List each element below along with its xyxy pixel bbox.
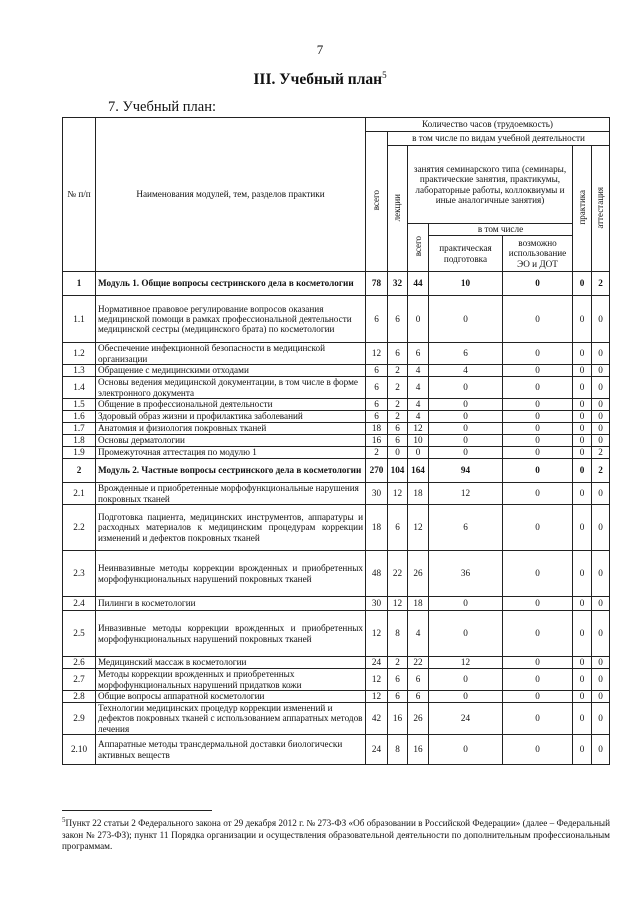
cell-prac: 0: [573, 447, 592, 459]
cell-att: 0: [592, 343, 610, 365]
header-lectures-text: лекции: [392, 193, 403, 221]
header-by-type: в том числе по видам учебной деятельности: [388, 132, 610, 146]
cell-prep: 0: [429, 296, 503, 343]
cell-sem: 10: [408, 435, 429, 447]
cell-prep: 6: [429, 505, 503, 551]
cell-total: 42: [366, 703, 388, 735]
cell-eo: 0: [503, 669, 573, 691]
cell-num: 1.7: [63, 423, 96, 435]
cell-num: 1.9: [63, 447, 96, 459]
cell-prep: 4: [429, 365, 503, 377]
cell-total: 18: [366, 423, 388, 435]
cell-num: 1.1: [63, 296, 96, 343]
cell-eo: 0: [503, 703, 573, 735]
cell-sem: 4: [408, 611, 429, 657]
cell-total: 16: [366, 435, 388, 447]
header-sem-total: [408, 224, 429, 272]
cell-eo: 0: [503, 435, 573, 447]
cell-eo: 0: [503, 657, 573, 669]
footnote-divider: [62, 810, 212, 811]
cell-sem: 0: [408, 296, 429, 343]
cell-name: Общение в профессиональной деятельности: [96, 399, 366, 411]
cell-eo: 0: [503, 597, 573, 611]
cell-prac: 0: [573, 272, 592, 296]
header-incl: в том числе: [429, 224, 573, 236]
header-hours: Количество часов (трудоемкость): [366, 118, 610, 132]
header-seminars: занятия семинарского типа (семинары, практические занятия, практикумы, лабораторные работы, коллоквиумы и иные аналогичные занятия): [408, 146, 573, 224]
cell-prep: 0: [429, 423, 503, 435]
table-row: [63, 399, 610, 411]
cell-att: 0: [592, 691, 610, 703]
cell-lec: 2: [388, 657, 408, 669]
cell-att: 0: [592, 423, 610, 435]
cell-lec: 12: [388, 483, 408, 505]
header-practice: [573, 146, 592, 272]
cell-name: Аппаратные методы трансдермальной доставки биологически активных веществ: [96, 735, 366, 765]
cell-prac: 0: [573, 423, 592, 435]
cell-prac: 0: [573, 377, 592, 399]
cell-prac: 0: [573, 399, 592, 411]
cell-prac: 0: [573, 365, 592, 377]
cell-sem: 4: [408, 365, 429, 377]
cell-prac: 0: [573, 657, 592, 669]
table-row: [63, 377, 610, 399]
cell-att: 0: [592, 597, 610, 611]
cell-prep: 0: [429, 435, 503, 447]
cell-sem: 18: [408, 597, 429, 611]
cell-total: 24: [366, 735, 388, 765]
cell-name: Основы дерматологии: [96, 435, 366, 447]
table-row: [63, 611, 610, 657]
cell-att: 0: [592, 399, 610, 411]
cell-prep: 0: [429, 399, 503, 411]
cell-sem: 4: [408, 377, 429, 399]
cell-prep: 0: [429, 735, 503, 765]
header-prac-prep: практическая подготовка: [429, 236, 503, 272]
cell-name: Основы ведения медицинской документации, в том числе в форме электронного документа: [96, 377, 366, 399]
cell-att: 0: [592, 551, 610, 597]
cell-lec: 22: [388, 551, 408, 597]
cell-name: Модуль 2. Частные вопросы сестринского дела в косметологии: [96, 459, 366, 483]
cell-lec: 32: [388, 272, 408, 296]
cell-prac: 0: [573, 611, 592, 657]
cell-sem: 12: [408, 505, 429, 551]
cell-att: 0: [592, 657, 610, 669]
cell-total: 48: [366, 551, 388, 597]
cell-prep: 10: [429, 272, 503, 296]
cell-eo: 0: [503, 365, 573, 377]
section-title: [0, 70, 640, 89]
cell-eo: 0: [503, 377, 573, 399]
cell-name: Пилинги в косметологии: [96, 597, 366, 611]
cell-total: 2: [366, 447, 388, 459]
header-num: № п/п: [63, 118, 96, 272]
cell-total: 18: [366, 505, 388, 551]
cell-total: 30: [366, 483, 388, 505]
cell-lec: 0: [388, 447, 408, 459]
cell-eo: 0: [503, 483, 573, 505]
cell-num: 2.2: [63, 505, 96, 551]
header-lectures: [388, 146, 408, 272]
cell-prac: 0: [573, 691, 592, 703]
cell-num: 2.9: [63, 703, 96, 735]
cell-num: 1.8: [63, 435, 96, 447]
cell-att: 0: [592, 435, 610, 447]
table-row: [63, 691, 610, 703]
cell-prep: 12: [429, 657, 503, 669]
cell-num: 1.3: [63, 365, 96, 377]
cell-total: 6: [366, 411, 388, 423]
cell-num: 2.8: [63, 691, 96, 703]
cell-prac: 0: [573, 435, 592, 447]
cell-name: Инвазивные методы коррекции врожденных и приобретенных морфофункциональных нарушений покровных тканей: [96, 611, 366, 657]
cell-lec: 16: [388, 703, 408, 735]
table-row: [63, 411, 610, 423]
footnote-text: Пункт 22 статьи 2 Федерального закона от 29 декабря 2012 г. № 273-ФЗ «Об образовании в Российской Федерации» (далее – Федеральный закон № 273-ФЗ); пункт 11 Порядка организации и осуществления образовательной деятельности по дополнительным профессиональным программам.: [62, 818, 610, 852]
cell-total: 78: [366, 272, 388, 296]
cell-att: 2: [592, 272, 610, 296]
cell-num: 2: [63, 459, 96, 483]
cell-eo: 0: [503, 411, 573, 423]
cell-prep: 0: [429, 411, 503, 423]
cell-sem: 6: [408, 691, 429, 703]
table-row: [63, 365, 610, 377]
header-name: Наименования модулей, тем, разделов практики: [96, 118, 366, 272]
cell-eo: 0: [503, 735, 573, 765]
cell-name: Технологии медицинских процедур коррекции изменений и дефектов покровных тканей с использованием аппаратных методов лечения: [96, 703, 366, 735]
cell-prep: 12: [429, 483, 503, 505]
table-row: [63, 657, 610, 669]
header-total-text: всего: [371, 190, 382, 211]
cell-lec: 104: [388, 459, 408, 483]
cell-lec: 2: [388, 411, 408, 423]
cell-eo: 0: [503, 447, 573, 459]
cell-sem: 6: [408, 343, 429, 365]
cell-name: Общие вопросы аппаратной косметологии: [96, 691, 366, 703]
table-row: [63, 483, 610, 505]
cell-prac: 0: [573, 296, 592, 343]
cell-att: 0: [592, 611, 610, 657]
cell-name: Промежуточная аттестация по модулю 1: [96, 447, 366, 459]
header-eo-dot: возможно использование ЭО и ДОТ: [503, 236, 573, 272]
cell-att: 0: [592, 669, 610, 691]
cell-sem: 26: [408, 703, 429, 735]
cell-eo: 0: [503, 399, 573, 411]
cell-num: 2.3: [63, 551, 96, 597]
cell-total: 6: [366, 296, 388, 343]
cell-prep: 6: [429, 343, 503, 365]
cell-eo: 0: [503, 272, 573, 296]
cell-prep: 0: [429, 377, 503, 399]
cell-num: 2.10: [63, 735, 96, 765]
cell-prep: 0: [429, 597, 503, 611]
table-row: [63, 703, 610, 735]
cell-num: 2.5: [63, 611, 96, 657]
cell-prac: 0: [573, 735, 592, 765]
cell-total: 12: [366, 611, 388, 657]
cell-sem: 16: [408, 735, 429, 765]
cell-sem: 22: [408, 657, 429, 669]
cell-prac: 0: [573, 551, 592, 597]
cell-name: Обращение с медицинскими отходами: [96, 365, 366, 377]
cell-lec: 6: [388, 691, 408, 703]
cell-att: 0: [592, 411, 610, 423]
cell-prac: 0: [573, 343, 592, 365]
cell-att: 2: [592, 447, 610, 459]
table-row: [63, 447, 610, 459]
cell-lec: 6: [388, 435, 408, 447]
cell-att: 0: [592, 735, 610, 765]
table-row: [63, 435, 610, 447]
cell-num: 2.6: [63, 657, 96, 669]
cell-num: 2.1: [63, 483, 96, 505]
table-row: [63, 505, 610, 551]
cell-name: Здоровый образ жизни и профилактика заболеваний: [96, 411, 366, 423]
cell-lec: 12: [388, 597, 408, 611]
cell-prac: 0: [573, 459, 592, 483]
cell-eo: 0: [503, 611, 573, 657]
cell-lec: 6: [388, 423, 408, 435]
footnote-ref: 5: [382, 70, 387, 80]
cell-name: Нормативное правовое регулирование вопросов оказания медицинской помощи в рамках профессиональной деятельности медицинской сестры (медицинского брата) по косметологии: [96, 296, 366, 343]
cell-eo: 0: [503, 691, 573, 703]
cell-prac: 0: [573, 411, 592, 423]
cell-att: 0: [592, 296, 610, 343]
cell-att: 0: [592, 703, 610, 735]
cell-lec: 8: [388, 735, 408, 765]
cell-name: Методы коррекции врожденных и приобретенных морфофункциональных нарушений придатков кожи: [96, 669, 366, 691]
table-row: [63, 735, 610, 765]
cell-name: Медицинский массаж в косметологии: [96, 657, 366, 669]
cell-eo: 0: [503, 423, 573, 435]
curriculum-table: [62, 117, 610, 765]
section-title-text: III. Учебный план: [253, 71, 383, 89]
cell-name: Анатомия и физиология покровных тканей: [96, 423, 366, 435]
table-row: [63, 669, 610, 691]
cell-num: 1.5: [63, 399, 96, 411]
cell-lec: 6: [388, 505, 408, 551]
cell-prac: 0: [573, 597, 592, 611]
cell-name: Обеспечение инфекционной безопасности в медицинской организации: [96, 343, 366, 365]
cell-lec: 6: [388, 296, 408, 343]
header-attestation-text: аттестация: [595, 186, 606, 229]
module-row: [63, 272, 610, 296]
cell-prep: 0: [429, 691, 503, 703]
cell-num: 2.7: [63, 669, 96, 691]
cell-prep: 24: [429, 703, 503, 735]
footnote-mark: 5: [62, 816, 66, 824]
cell-sem: 18: [408, 483, 429, 505]
cell-num: 2.4: [63, 597, 96, 611]
cell-name: Врожденные и приобретенные морфофункциональные нарушения покровных тканей: [96, 483, 366, 505]
cell-att: 0: [592, 365, 610, 377]
cell-sem: 44: [408, 272, 429, 296]
cell-att: 0: [592, 483, 610, 505]
cell-lec: 2: [388, 377, 408, 399]
cell-total: 24: [366, 657, 388, 669]
table-row: [63, 296, 610, 343]
cell-prac: 0: [573, 483, 592, 505]
footnote: [62, 815, 610, 853]
cell-prep: 94: [429, 459, 503, 483]
table-row: [63, 551, 610, 597]
header-attestation: [592, 146, 610, 272]
cell-num: 1.2: [63, 343, 96, 365]
cell-num: 1.4: [63, 377, 96, 399]
cell-name: Неинвазивные методы коррекции врожденных и приобретенных морфофункциональных нарушений покровных тканей: [96, 551, 366, 597]
cell-sem: 6: [408, 669, 429, 691]
cell-eo: 0: [503, 296, 573, 343]
cell-total: 270: [366, 459, 388, 483]
cell-eo: 0: [503, 551, 573, 597]
cell-sem: 26: [408, 551, 429, 597]
cell-prac: 0: [573, 669, 592, 691]
cell-eo: 0: [503, 505, 573, 551]
cell-total: 30: [366, 597, 388, 611]
cell-att: 2: [592, 459, 610, 483]
plan-subtitle: 7. Учебный план:: [108, 99, 216, 115]
cell-total: 6: [366, 377, 388, 399]
table-row: [63, 423, 610, 435]
cell-name: Модуль 1. Общие вопросы сестринского дела в косметологии: [96, 272, 366, 296]
table-row: [63, 597, 610, 611]
cell-total: 6: [366, 365, 388, 377]
header-practice-text: практика: [576, 190, 587, 225]
cell-lec: 2: [388, 399, 408, 411]
cell-name: Подготовка пациента, медицинских инструментов, аппаратуры и расходных материалов к медицинским процедурам коррекции изменений и дефектов покровных тканей: [96, 505, 366, 551]
cell-num: 1.6: [63, 411, 96, 423]
cell-sem: 4: [408, 411, 429, 423]
cell-total: 12: [366, 343, 388, 365]
cell-att: 0: [592, 505, 610, 551]
cell-sem: 164: [408, 459, 429, 483]
page-number: 7: [316, 42, 324, 57]
cell-prac: 0: [573, 505, 592, 551]
module-row: [63, 459, 610, 483]
cell-total: 12: [366, 691, 388, 703]
cell-lec: 6: [388, 669, 408, 691]
cell-prep: 0: [429, 611, 503, 657]
header-total: [366, 132, 388, 272]
cell-eo: 0: [503, 459, 573, 483]
cell-lec: 8: [388, 611, 408, 657]
cell-total: 6: [366, 399, 388, 411]
cell-lec: 2: [388, 365, 408, 377]
cell-num: 1: [63, 272, 96, 296]
cell-eo: 0: [503, 343, 573, 365]
cell-sem: 0: [408, 447, 429, 459]
header-sem-total-text: всего: [412, 236, 423, 257]
cell-total: 12: [366, 669, 388, 691]
cell-lec: 6: [388, 343, 408, 365]
cell-prep: 0: [429, 447, 503, 459]
cell-att: 0: [592, 377, 610, 399]
cell-prep: 36: [429, 551, 503, 597]
cell-prac: 0: [573, 703, 592, 735]
cell-sem: 4: [408, 399, 429, 411]
cell-prep: 0: [429, 669, 503, 691]
table-row: [63, 343, 610, 365]
cell-sem: 12: [408, 423, 429, 435]
